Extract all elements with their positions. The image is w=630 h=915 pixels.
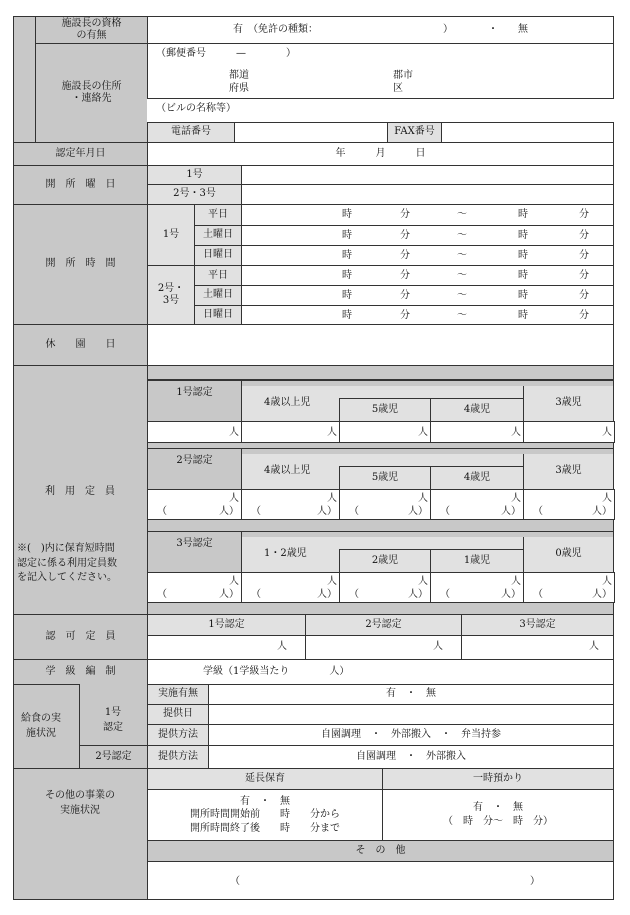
capacity-unit: 人 (602, 576, 612, 587)
fax-label: FAX番号 (387, 122, 442, 143)
capacity-paren-open: （ (349, 589, 359, 600)
other-programs-label: その他の事業の 実施状況 (45, 790, 115, 816)
hours-group2-label: 2号・ 3号 (147, 265, 195, 325)
approved-1go-header: 1号認定 (147, 614, 306, 636)
open-days-row2-input[interactable] (241, 184, 614, 205)
meals-start-label: 提供日 (147, 704, 209, 725)
capacity-age-c-header: 3歳児 (523, 385, 614, 422)
phone-label: 電話番号 (147, 122, 235, 143)
extended-care-header: 延長保育 (147, 768, 383, 790)
director-qualification-label: 施設長の資格 の有無 (35, 16, 148, 44)
capacity-value-cell[interactable] (430, 572, 524, 603)
capacity-unit-paren: 人） (592, 506, 612, 517)
approved-2go-header: 2号認定 (305, 614, 462, 636)
meals-impl-field[interactable]: 有 ・ 無 (208, 684, 614, 705)
capacity-value-cell[interactable] (147, 489, 242, 520)
tilde-separator: ～ (457, 230, 467, 241)
capacity-age-c-header: 3歳児 (523, 453, 614, 490)
tilde-separator: ～ (457, 290, 467, 301)
minute-end-unit: 分 (579, 290, 589, 301)
capacity-value-cell[interactable] (241, 572, 340, 603)
fax-input[interactable] (441, 122, 614, 143)
capacity-paren-open: （ (349, 506, 359, 517)
meals-1go-label: 1号 認定 (103, 707, 123, 733)
meals-label: 給食の実 施状況 (21, 713, 61, 739)
hours-day-label: 平日 (194, 204, 242, 226)
capacity-unit: 人 (511, 493, 521, 504)
capacity-unit: 人 (229, 576, 239, 587)
capacity-paren-open: （ (533, 506, 543, 517)
capacity-unit-paren: 人） (317, 506, 337, 517)
capacity-unit: 人 (511, 427, 521, 438)
approved-3go-header: 3号認定 (461, 614, 614, 636)
minute-start-unit: 分 (400, 310, 410, 321)
hours-time-field[interactable] (241, 305, 614, 326)
tilde-separator: ～ (457, 209, 467, 220)
holiday-input[interactable] (147, 324, 614, 366)
capacity-unit-paren: 人） (317, 589, 337, 600)
capacity-unit-paren: 人） (408, 506, 428, 517)
other-etc-header: そ の 他 (147, 840, 614, 862)
extended-care-field[interactable]: 有 ・ 無 開所時間開始前 時 分から 開所時間終了後 時 分まで (147, 789, 383, 841)
meals-method1-field[interactable]: 自園調理 ・ 外部搬入 ・ 弁当持参 (208, 724, 614, 746)
other-etc-close-paren: ） (530, 876, 540, 887)
meals-impl-label: 実施有無 (147, 684, 209, 705)
tilde-separator: ～ (457, 250, 467, 261)
capacity-age-group-header: 4歳以上児 (241, 385, 524, 422)
hours-day-label: 平日 (194, 265, 242, 287)
open-days-row2-label: 2号・3号 (147, 184, 242, 205)
class-organization-field[interactable]: 学級（1学級当たり 人） (147, 659, 614, 685)
capacity-unit: 人 (511, 576, 521, 587)
postal-code-text: （郵便番号 — ） (156, 48, 296, 59)
capacity-paren-open: （ (533, 589, 543, 600)
holiday-label: 休 園 日 (13, 324, 148, 366)
tilde-separator: ～ (457, 270, 467, 281)
hours-time-field[interactable] (241, 204, 614, 226)
hours-day-label: 日曜日 (194, 305, 242, 326)
capacity-header-strip (241, 448, 614, 454)
approved-3go-input[interactable]: 人 (461, 635, 614, 660)
open-days-row1-label: 1号 (147, 165, 242, 185)
hour-start-unit: 時 (342, 270, 352, 281)
hour-end-unit: 時 (518, 209, 528, 220)
capacity-value-cell[interactable] (430, 421, 524, 443)
minute-end-unit: 分 (579, 209, 589, 220)
capacity-paren-open: （ (157, 589, 167, 600)
hours-group1-label: 1号 (147, 204, 195, 266)
class-organization-label: 学 級 編 制 (13, 659, 148, 685)
cert-date-field[interactable]: 年 月 日 (147, 142, 614, 166)
capacity-unit: 人 (327, 493, 337, 504)
open-days-label: 開 所 曜 日 (13, 165, 148, 205)
capacity-unit: 人 (229, 493, 239, 504)
capacity-value-cell[interactable] (147, 572, 242, 603)
hour-end-unit: 時 (518, 250, 528, 261)
minute-start-unit: 分 (400, 290, 410, 301)
capacity-top-strip (147, 365, 614, 380)
capacity-section-title: 3号認定 (147, 531, 242, 573)
hours-time-field[interactable] (241, 245, 614, 266)
meals-method1-label: 提供方法 (147, 724, 209, 746)
hours-time-field[interactable] (241, 225, 614, 246)
capacity-label: 利 用 定 員 (45, 486, 115, 497)
hours-day-label: 日曜日 (194, 245, 242, 266)
capacity-value-cell[interactable] (430, 489, 524, 520)
director-address-label: 施設長の住所 ・連絡先 (35, 43, 148, 143)
capacity-age-a-header: 2歳児 (339, 549, 431, 573)
approved-capacity-label: 認 可 定 員 (13, 614, 148, 660)
capacity-unit-paren: 人） (219, 589, 239, 600)
building-text: （ビルの名称等） (156, 103, 236, 114)
other-etc-input[interactable] (147, 861, 614, 900)
capacity-unit-paren: 人） (408, 589, 428, 600)
capacity-unit: 人 (418, 576, 428, 587)
capacity-value-cell[interactable] (147, 421, 242, 443)
temp-care-field[interactable]: 有 ・ 無 （ 時 分～ 時 分） (382, 789, 614, 841)
minute-end-unit: 分 (579, 250, 589, 261)
capacity-section-title: 1号認定 (147, 380, 242, 422)
capacity-value-cell[interactable] (241, 421, 340, 443)
minute-start-unit: 分 (400, 230, 410, 241)
minute-start-unit: 分 (400, 250, 410, 261)
minute-start-unit: 分 (400, 209, 410, 220)
capacity-value-cell[interactable] (339, 421, 431, 443)
hour-start-unit: 時 (342, 209, 352, 220)
capacity-unit: 人 (327, 576, 337, 587)
capacity-section-title: 2号認定 (147, 448, 242, 490)
hour-start-unit: 時 (342, 310, 352, 321)
opening-hours-label: 開 所 時 間 (13, 204, 148, 325)
minute-end-unit: 分 (579, 270, 589, 281)
prefecture-text: 都道 府県 (229, 70, 249, 94)
meals-start-input[interactable] (208, 704, 614, 725)
capacity-age-a-header: 5歳児 (339, 398, 431, 422)
capacity-age-group-header: 4歳以上児 (241, 453, 524, 490)
hour-end-unit: 時 (518, 270, 528, 281)
minute-end-unit: 分 (579, 230, 589, 241)
hours-day-label: 土曜日 (194, 285, 242, 306)
capacity-age-b-header: 4歳児 (430, 466, 524, 490)
temp-care-header: 一時預かり (382, 768, 614, 790)
capacity-paren-open: （ (440, 589, 450, 600)
other-etc-open-paren: （ (230, 876, 240, 887)
capacity-paren-open: （ (251, 589, 261, 600)
hour-start-unit: 時 (342, 290, 352, 301)
minute-end-unit: 分 (579, 310, 589, 321)
capacity-unit: 人 (418, 427, 428, 438)
capacity-unit-paren: 人） (219, 506, 239, 517)
capacity-unit: 人 (327, 427, 337, 438)
open-days-row1-input[interactable] (241, 165, 614, 185)
hour-end-unit: 時 (518, 290, 528, 301)
capacity-unit-paren: 人） (501, 589, 521, 600)
capacity-age-a-header: 5歳児 (339, 466, 431, 490)
hour-start-unit: 時 (342, 230, 352, 241)
capacity-value-cell[interactable] (339, 572, 431, 603)
capacity-value-cell[interactable] (339, 489, 431, 520)
capacity-value-cell[interactable] (523, 572, 615, 603)
capacity-paren-open: （ (157, 506, 167, 517)
left-margin-strip (13, 16, 36, 143)
meals-method2-field[interactable]: 自園調理 ・ 外部搬入 (208, 745, 614, 769)
minute-start-unit: 分 (400, 270, 410, 281)
meals-method2-label: 提供方法 (147, 745, 209, 769)
capacity-paren-open: （ (440, 506, 450, 517)
director-qualification-field[interactable]: 有 （免許の種類： ） ・ 無 (147, 16, 614, 44)
approved-1go-input[interactable]: 人 (147, 635, 306, 660)
capacity-age-b-header: 4歳児 (430, 398, 524, 422)
capacity-note: ※( )内に保育短時間 認定に係る利用定員数 を記入してください。 (17, 543, 117, 583)
hours-time-field[interactable] (241, 265, 614, 287)
hours-day-label: 土曜日 (194, 225, 242, 246)
hours-time-field[interactable] (241, 285, 614, 306)
capacity-value-cell[interactable] (523, 489, 615, 520)
approved-2go-input[interactable]: 人 (305, 635, 462, 660)
capacity-value-cell[interactable] (523, 421, 615, 443)
meals-2go-label: 2号認定 (79, 745, 148, 769)
capacity-paren-open: （ (251, 506, 261, 517)
city-text: 郡市 区 (393, 70, 413, 94)
capacity-unit-paren: 人） (501, 506, 521, 517)
phone-input[interactable] (234, 122, 388, 143)
hour-end-unit: 時 (518, 310, 528, 321)
capacity-age-c-header: 0歳児 (523, 536, 614, 573)
capacity-unit: 人 (602, 427, 612, 438)
capacity-unit-paren: 人） (592, 589, 612, 600)
capacity-value-cell[interactable] (241, 489, 340, 520)
capacity-unit: 人 (602, 493, 612, 504)
capacity-header-strip (241, 380, 614, 386)
hour-end-unit: 時 (518, 230, 528, 241)
hour-start-unit: 時 (342, 250, 352, 261)
cert-date-label: 認定年月日 (13, 142, 148, 166)
tilde-separator: ～ (457, 310, 467, 321)
other-programs-label-block (13, 768, 148, 900)
capacity-unit: 人 (229, 427, 239, 438)
capacity-header-strip (241, 531, 614, 537)
capacity-age-group-header: 1・2歳児 (241, 536, 524, 573)
capacity-age-b-header: 1歳児 (430, 549, 524, 573)
capacity-unit: 人 (418, 493, 428, 504)
